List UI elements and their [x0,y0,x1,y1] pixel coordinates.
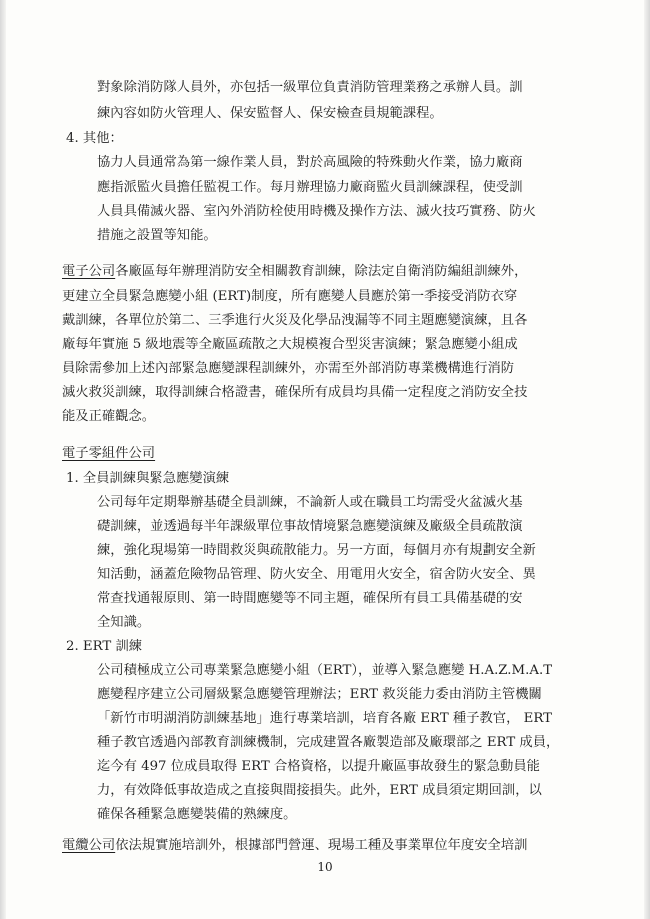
paragraph-line: 廠每年實施 5 級地震等全廠區疏散之大規模複合型災害演練；緊急應變小組成 [62,337,518,352]
paragraph-line: 公司積極成立公司專業緊急應變小組（ERT），並導入緊急應變 H.A.Z.M.A.T [97,663,553,678]
paragraph-line: 迄今有 497 位成員取得 ERT 合格資格，以提升廠區事故發生的緊急動員能 [97,759,540,774]
paragraph-line [62,836,527,855]
section-heading: 電子零組件公司 [62,446,156,461]
company-name-electronics: 電子公司 [62,264,116,279]
paragraph-line: 練內容如防火管理人、保安監督人、保安檢查員規範課程。 [97,106,443,121]
paragraph-line: 戴訓練，各單位於第二、三季進行火災及化學品洩漏等不同主題應變演練，且各 [62,313,528,328]
paragraph-line: 練，強化現場第一時間救災與疏散能力。另一方面，每個月亦有規劃安全新 [97,543,536,558]
list-item-label: 2. ERT 訓練 [66,639,143,654]
paragraph-line [62,262,527,281]
paragraph-line: 更建立全員緊急應變小組 (ERT)制度，所有應變人員應於第一季接受消防衣穿 [62,289,518,304]
paragraph-line: 對象除消防隊人員外，亦包括一級單位負責消防管理業務之承辦人員。訓 [97,80,523,95]
paragraph-line: 協力人員通常為第一線作業人員，對於高風險的特殊動火作業，協力廠商 [97,155,523,170]
page-number: 10 [317,860,333,874]
paragraph-line: 應指派監火員擔任監視工作。每月辦理協力廠商監火員訓練課程，使受訓 [97,180,523,195]
paragraph-line: 全知識。 [97,615,151,630]
paragraph-line: 人員具備滅火器、室內外消防栓使用時機及操作方法、滅火技巧實務、防火 [97,204,536,219]
paragraph-line: 措施之設置等知能。 [97,228,217,243]
paragraph-line: 「新竹市明湖消防訓練基地」進行專業培訓，培育各廠 ERT 種子教官， ERT [97,711,552,726]
paragraph-line: 確保各種緊急應變裝備的熟練度。 [97,807,297,822]
paragraph-line: 員除需參加上述內部緊急應變課程訓練外，亦需至外部消防專業機構進行消防 [62,361,515,376]
paragraph-line: 礎訓練，並透過每半年課級單位事故情境緊急應變演練及廠級全員疏散演 [97,519,523,534]
list-item-label: 4. 其他： [66,131,123,146]
paragraph-text: 各廠區每年辦理消防安全相關教育訓練，除法定自衛消防編組訓練外， [115,264,528,279]
paragraph-text: 依法規實施培訓外，根據部門營運、現場工種及事業單位年度安全培訓 [115,838,528,853]
paragraph-line: 能及正確觀念。 [62,409,156,424]
paragraph-line: 種子教官透過內部教育訓練機制，完成建置各廠製造部及廠環部之 ERT 成員， [97,735,560,750]
company-name-cable: 電纜公司 [62,838,116,853]
paragraph-line: 力，有效降低事故造成之直接與間接損失。此外，ERT 成員須定期回訓，以 [97,783,542,798]
paragraph-line: 知活動，涵蓋危險物品管理、防火安全、用電用火安全，宿舍防火安全、異 [97,567,536,582]
paragraph-line: 滅火救災訓練，取得訓練合格證書，確保所有成員均具備一定程度之消防安全技 [62,385,528,400]
scan-shadow-left [0,0,6,919]
paragraph-line: 應變程序建立公司層級緊急應變管理辦法；ERT 救災能力委由消防主管機關 [97,687,542,702]
list-item-label: 1. 全員訓練與緊急應變演練 [66,471,230,486]
scan-shadow-right [644,0,650,919]
paragraph-line: 常查找通報原則、第一時間應變等不同主題，確保所有員工具備基礎的安 [97,591,523,606]
paragraph-line: 公司每年定期舉辦基礎全員訓練，不論新人或在職員工均需受火盆滅火基 [97,495,523,510]
